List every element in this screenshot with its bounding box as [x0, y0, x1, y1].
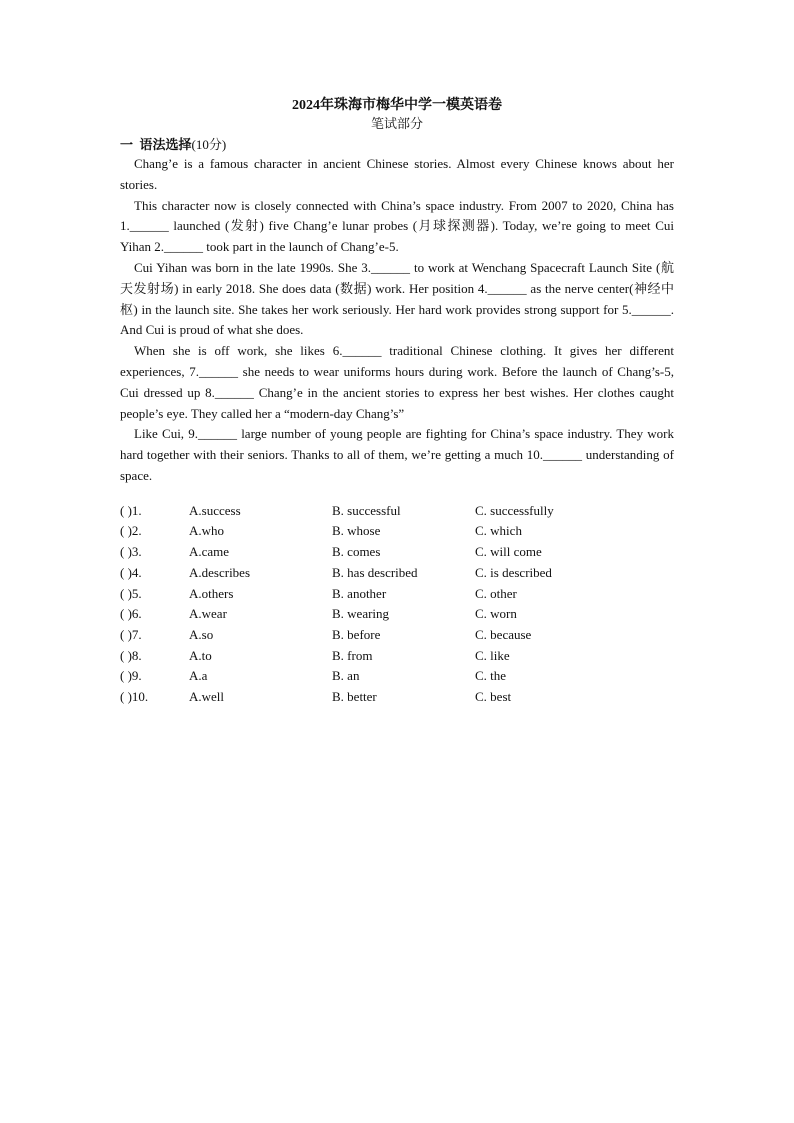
exam-title: 2024年珠海市梅华中学一模英语卷	[292, 98, 502, 113]
question-row	[120, 625, 674, 646]
option-b[interactable]: B. has described	[332, 564, 418, 580]
question-row	[120, 584, 674, 605]
exam-subtitle: 笔试部分	[370, 116, 423, 131]
option-c[interactable]: C. worn	[475, 606, 517, 622]
answer-blank[interactable]: ( )9.	[120, 668, 142, 684]
question-row	[120, 687, 674, 708]
passage-paragraph: Cui Yihan was born in the late 1990s. She 3.______ to work at Wenchang Spacecraft Launch Site (航天发射场) in early 2018. She does data (数据) work. Her position 4.______ as the nerve center(神经中枢) in the launch site. She takes her work seriously. Her hard work provides strong support for 5.______. And Cui is proud of what she does.	[120, 259, 674, 338]
option-a[interactable]: A.a	[189, 668, 208, 684]
option-a[interactable]: A.describes	[189, 564, 251, 580]
option-a[interactable]: A.others	[189, 585, 234, 601]
answer-blank[interactable]: ( )8.	[120, 647, 142, 663]
answer-blank[interactable]: ( )6.	[120, 606, 142, 622]
question-row	[120, 666, 674, 687]
answer-blank[interactable]: ( )5.	[120, 585, 142, 601]
option-c[interactable]: C. successfully	[475, 502, 554, 518]
option-b[interactable]: B. better	[332, 689, 377, 705]
passage-paragraph: Like Cui, 9.______ large number of young people are fighting for China’s space industry. They work hard together with their seniors. Thanks to all of them, we’re getting a much 10.______ understanding of space.	[120, 426, 674, 483]
option-b[interactable]: B. comes	[332, 544, 381, 560]
answer-blank[interactable]: ( )3.	[120, 544, 142, 560]
section-number: 一	[120, 137, 134, 152]
option-a[interactable]: A.came	[189, 544, 230, 560]
option-c[interactable]: C. other	[475, 585, 517, 601]
answer-blank[interactable]: ( )2.	[120, 523, 142, 539]
question-row	[120, 542, 674, 563]
question-row	[120, 604, 674, 625]
question-row	[120, 646, 674, 667]
option-a[interactable]: A.wear	[189, 606, 227, 622]
section-points: (10分)	[191, 137, 227, 152]
option-b[interactable]: B. from	[332, 647, 373, 663]
question-row	[120, 521, 674, 542]
answer-options	[120, 501, 674, 708]
question-row	[120, 563, 674, 584]
passage-paragraph: Chang’e is a famous character in ancient Chinese stories. Almost every Chinese knows about her stories.	[120, 156, 674, 192]
passage	[120, 154, 674, 487]
option-c[interactable]: C. is described	[475, 564, 552, 580]
option-c[interactable]: C. like	[475, 647, 510, 663]
option-b[interactable]: B. another	[332, 585, 387, 601]
option-a[interactable]: A.well	[189, 689, 225, 705]
option-c[interactable]: C. will come	[475, 544, 542, 560]
option-a[interactable]: A.success	[189, 502, 241, 518]
option-a[interactable]: A.to	[189, 647, 212, 663]
answer-blank[interactable]: ( )1.	[120, 502, 142, 518]
option-b[interactable]: B. wearing	[332, 606, 390, 622]
option-a[interactable]: A.who	[189, 523, 225, 539]
passage-paragraph: When she is off work, she likes 6.______ traditional Chinese clothing. It gives her different experiences, 7.______ she needs to wear uniforms hours during work. Before the launch of Chang’s-5, Cui dressed up 8.______ Chang’e in the ancient stories to express her best wishes. Her clothes caught people’s eye. They called her a “modern-day Chang’s”	[120, 343, 674, 421]
option-c[interactable]: C. best	[475, 689, 512, 705]
option-c[interactable]: C. the	[475, 668, 507, 684]
option-b[interactable]: B. before	[332, 626, 381, 642]
option-b[interactable]: B. an	[332, 668, 360, 684]
section-title: 语法选择	[139, 137, 192, 152]
question-row	[120, 501, 674, 522]
section-heading	[120, 135, 674, 154]
option-c[interactable]: C. because	[475, 626, 532, 642]
document-page	[120, 97, 674, 708]
answer-blank[interactable]: ( )7.	[120, 626, 142, 642]
option-c[interactable]: C. which	[475, 523, 522, 539]
option-b[interactable]: B. whose	[332, 523, 381, 539]
option-a[interactable]: A.so	[189, 626, 214, 642]
answer-blank[interactable]: ( )10.	[120, 689, 149, 705]
option-b[interactable]: B. successful	[332, 502, 401, 518]
passage-paragraph: This character now is closely connected with China’s space industry. From 2007 to 2020, China has 1.______ launched (发射) five Chang’e lunar probes (月球探测器). Today, we’re going to meet Cui Yihan 2.______ took part in the launch of Chang’e-5.	[120, 197, 674, 255]
answer-blank[interactable]: ( )4.	[120, 564, 142, 580]
